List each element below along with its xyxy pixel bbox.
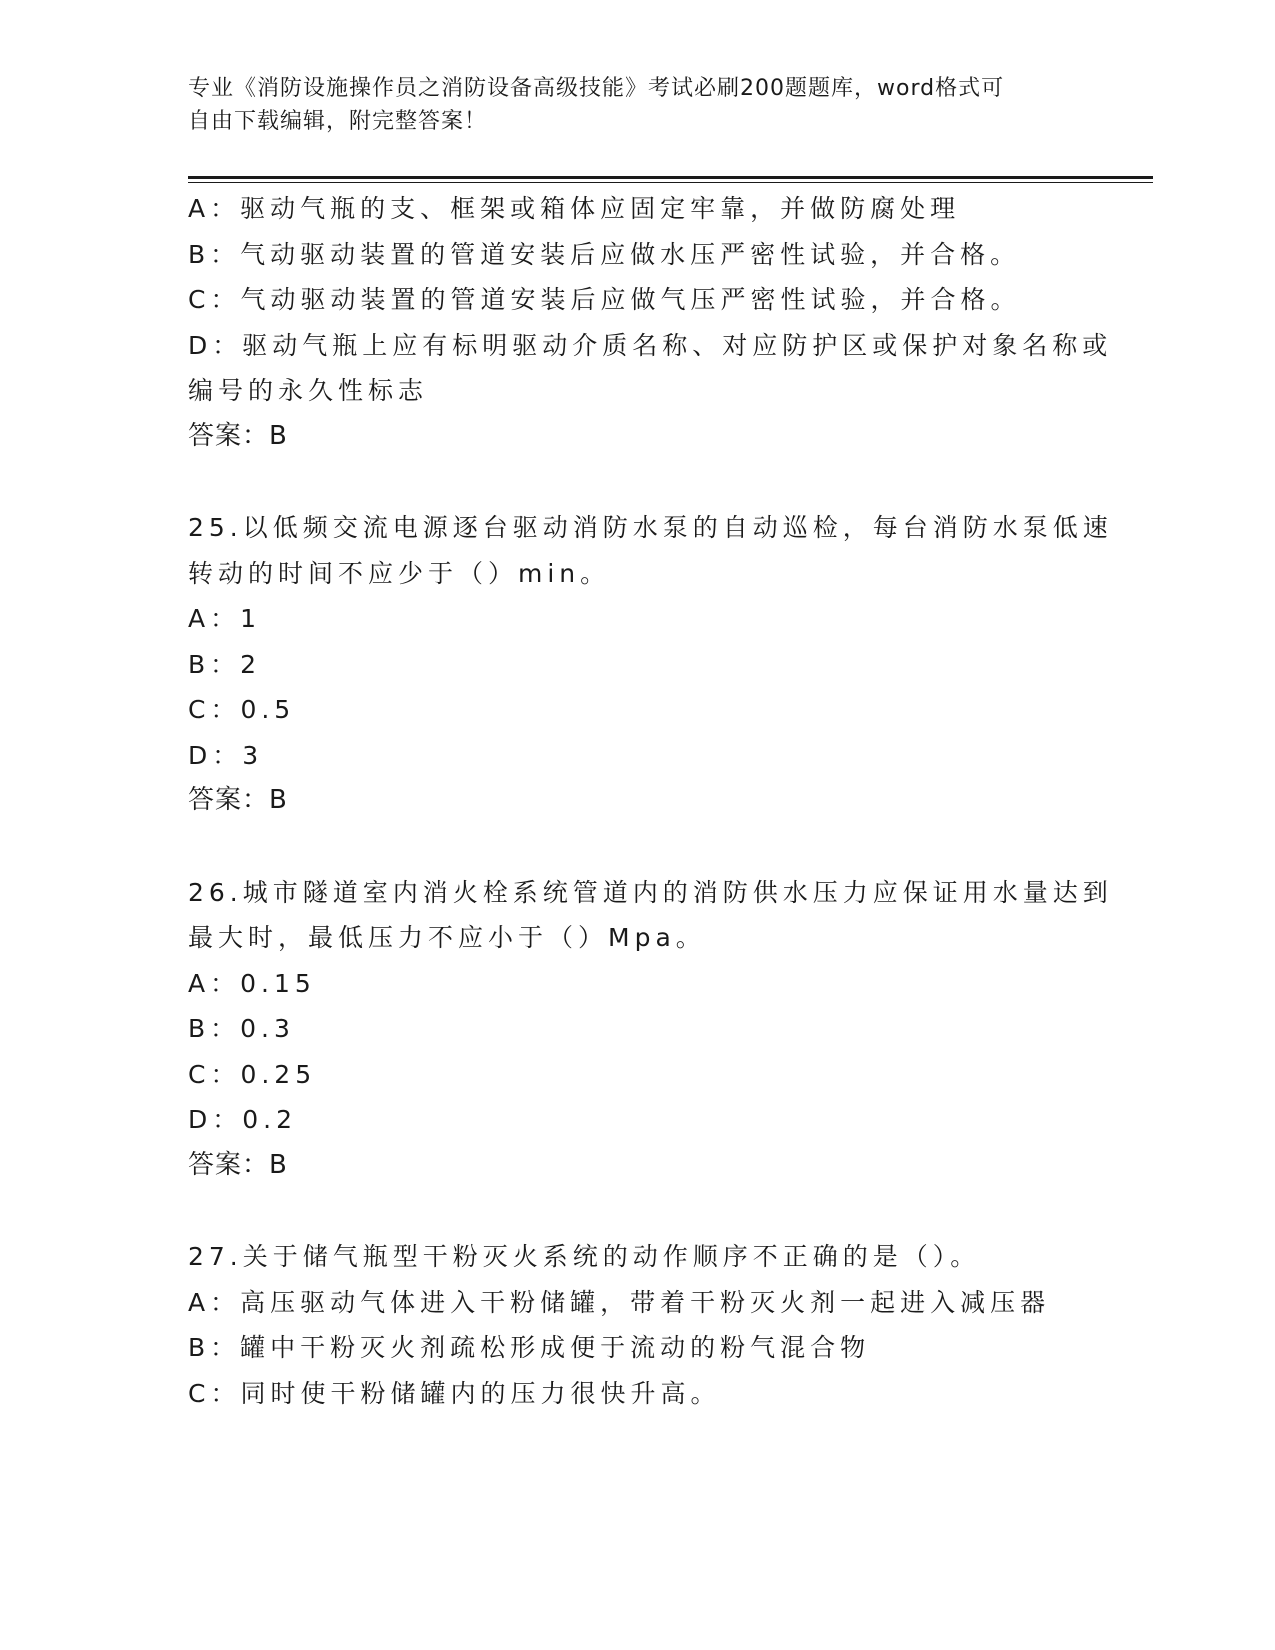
answer: 答案：B xyxy=(188,785,288,815)
question-stem: 27.关于储气瓶型干粉灭火系统的动作顺序不正确的是（）。 xyxy=(188,1242,981,1271)
question-stem-continuation: 转动的时间不应少于（）min。 xyxy=(188,558,611,588)
option-c: C：0.25 xyxy=(188,1059,317,1089)
header-line-2: 自由下载编辑，附完整答案！ xyxy=(188,109,488,134)
option-c: C：气动驱动装置的管道安装后应做气压严密性试验，并合格。 xyxy=(188,285,1021,314)
option-d: D：0.2 xyxy=(188,1105,298,1134)
header-divider-thick xyxy=(188,176,1153,179)
question-27 xyxy=(188,1234,1088,1416)
document-header xyxy=(188,72,1068,138)
option-a: A：驱动气瓶的支、框架或箱体应固定牢靠，并做防腐处理 xyxy=(188,194,961,223)
question-stem: 25.以低频交流电源逐台驱动消防水泵的自动巡检，每台消防水泵低速 xyxy=(188,513,1113,542)
option-b: B：0.3 xyxy=(188,1014,295,1043)
spacer xyxy=(188,459,1088,505)
option-a: A：0.15 xyxy=(188,968,316,998)
option-c: C：0.5 xyxy=(188,695,296,724)
spacer xyxy=(188,824,1088,870)
header-line-1: 专业《消防设施操作员之消防设备高级技能》考试必刷200题题库，word格式可 xyxy=(188,76,1005,101)
document-body xyxy=(188,186,1113,1416)
question-24 xyxy=(188,186,1113,459)
option-a: A：高压驱动气体进入干粉储罐，带着干粉灭火剂一起进入减压器 xyxy=(188,1287,1051,1317)
answer: 答案：B xyxy=(188,420,288,451)
answer: 答案：B xyxy=(188,1149,288,1180)
option-b: B：罐中干粉灭火剂疏松形成便于流动的粉气混合物 xyxy=(188,1333,871,1362)
question-25 xyxy=(188,505,1113,824)
option-a: A：1 xyxy=(188,604,262,633)
option-b: B：2 xyxy=(188,649,262,679)
spacer xyxy=(188,1188,1088,1234)
question-stem: 26.城市隧道室内消火栓系统管道内的消防供水压力应保证用水量达到 xyxy=(188,877,1113,907)
question-stem-continuation: 最大时，最低压力不应小于（）Mpa。 xyxy=(188,923,706,952)
question-26 xyxy=(188,870,1113,1189)
option-d-continuation: 编号的永久性标志 xyxy=(188,376,429,405)
option-d: D：3 xyxy=(188,740,264,770)
option-c: C：同时使干粉储罐内的压力很快升高。 xyxy=(188,1378,721,1408)
option-d: D：驱动气瓶上应有标明驱动介质名称、对应防护区或保护对象名称或 xyxy=(188,330,1113,360)
option-b: B：气动驱动装置的管道安装后应做水压严密性试验，并合格。 xyxy=(188,239,1021,269)
header-divider-thin xyxy=(188,182,1153,183)
